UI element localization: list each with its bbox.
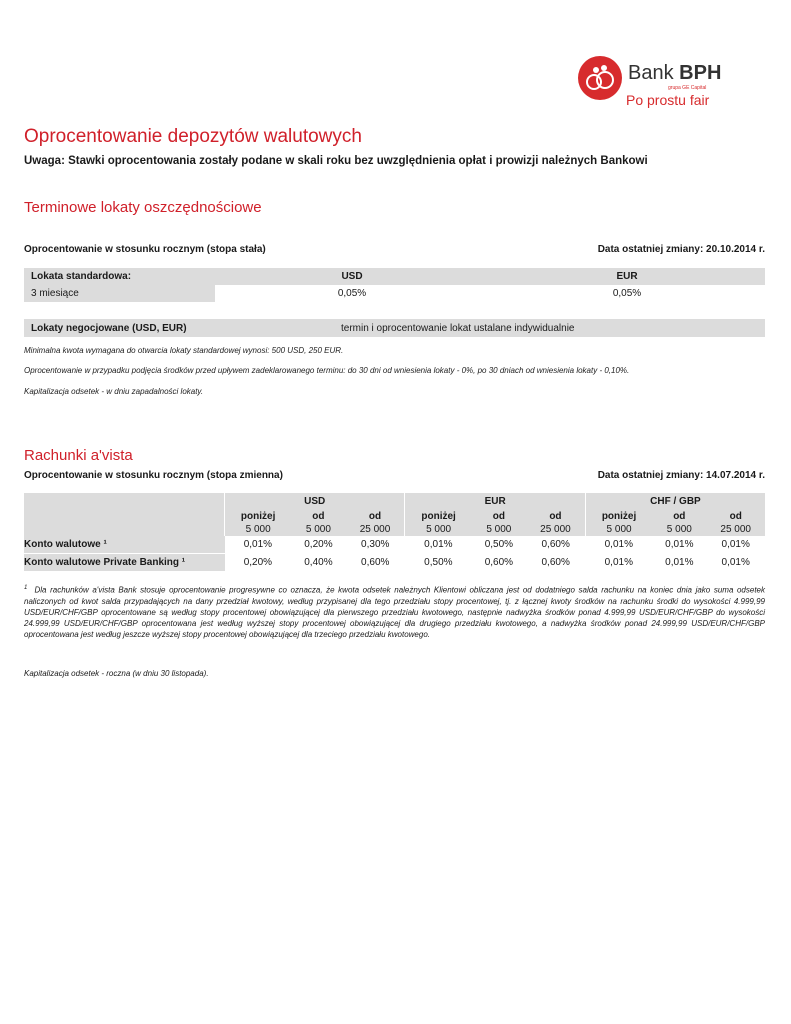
header-cell: Lokata standardowa:: [31, 271, 132, 282]
disclaimer-note: Uwaga: Stawki oprocentowania zostały podane w skali roku bez uwzględnienia opłat i prowizji należnych Bankowi: [24, 155, 648, 167]
threshold-header: poniżej 5 000: [405, 510, 472, 536]
rate-cell: 0,01%: [652, 554, 706, 572]
threshold-header: od 5 000: [305, 511, 331, 535]
rate-cell: 0,20%: [225, 554, 292, 572]
threshold-header: od 25 000: [720, 511, 751, 535]
rate-type-label: Oprocentowanie w stosunku rocznym (stopa zmienna): [24, 470, 283, 481]
rate-cell: 0,01%: [585, 554, 652, 572]
footnote: [24, 583, 765, 640]
last-change-date: Data ostatniej zmiany: 20.10.2014 r.: [597, 244, 765, 255]
table-row: [24, 554, 765, 572]
currency-header: EUR: [405, 493, 585, 510]
rate-cell: 0,01%: [585, 536, 652, 554]
rate-cell: 0,01%: [652, 536, 706, 554]
accounts-rate-info: [24, 470, 765, 481]
table-row: [24, 536, 765, 554]
note-capitalization: Kapitalizacja odsetek - w dniu zapadalności lokaty.: [24, 387, 204, 396]
rate-cell: 0,50%: [405, 554, 472, 572]
note-min-amount: Minimalna kwota wymagana do otwarcia lokaty standardowej wynosi: 500 USD, 250 EUR.: [24, 346, 344, 355]
capitalization-note: Kapitalizacja odsetek - roczna (w dniu 30 listopada).: [24, 669, 209, 678]
rate-cell: 0,01%: [405, 536, 472, 554]
threshold-header: od 25 000: [359, 511, 391, 535]
rate-type-label: Oprocentowanie w stosunku rocznym (stopa stała): [24, 244, 266, 255]
currency-header: USD: [225, 493, 405, 510]
rate-cell: 0,40%: [291, 554, 345, 572]
threshold-header: poniżej 5 000: [585, 510, 652, 536]
rate-cell: 0,05%: [215, 285, 489, 302]
threshold-header: od 5 000: [666, 511, 692, 535]
rate-cell: 0,01%: [225, 536, 292, 554]
header-cell: USD: [341, 271, 363, 282]
threshold-header: poniżej 5 000: [225, 510, 292, 536]
bank-logo: [578, 52, 768, 112]
avista-accounts-table: [24, 493, 765, 571]
rate-cell: 0,30%: [346, 536, 405, 554]
header-cell: EUR: [616, 271, 638, 282]
deposits-rate-info: [24, 244, 765, 255]
table-row: [24, 319, 765, 337]
note-early-withdrawal: Oprocentowanie w przypadku podjęcia środków przed upływem zadeklarowanego terminu: do 30 dni od wniesienia lokaty - 0%, po 30 dniach od wniesienia lokaty - 0,10%.: [24, 366, 630, 375]
rate-cell: 0,60%: [472, 554, 526, 572]
last-change-date: Data ostatniej zmiany: 14.07.2014 r.: [597, 470, 765, 481]
logo-slogan: Po prostu fair: [626, 92, 710, 108]
footnote-text: Dla rachunków a'vista Bank stosuje oprocentowanie progresywne co oznacza, że kwota odsetek należnych Klientowi obliczana jest od dodatniego salda rachunku na koniec dnia jako suma odsetek naliczonych od kwot salda przypadających na dany przedział kwotowy, według przypisanej dla tego przedziału stopy procentowej, tj. z łącznej kwoty środków na rachunku środki do wysokości 4.999,99 USD/EUR/CHF/GBP oprocentowane są według stopy procentowej obowiązującej dla pierwszego przedziału kwotowego, następnie nadwyżka środków ponad 4.999,99 USD/EUR/CHF/GBP do wysokości 24.999,99 USD/EUR/CHF/GBP oprocentowana jest według wyższej stopy procentowej obowiązującej dla drugiego przedziału kwotowego, a nadwyżka środków ponad 24.999,99 USD/EUR/CHF/GBP oprocentowana jest według jeszcze wyższej stopy procentowej obowiązującej dla trzeciego przedziału kwotowego.: [24, 585, 765, 639]
rate-cell: 0,60%: [346, 554, 405, 572]
account-name: Konto walutowe ¹: [24, 536, 225, 554]
rate-cell: 0,60%: [526, 554, 585, 572]
section-heading-accounts: Rachunki a'vista: [24, 447, 133, 464]
logo-subtitle: grupa GE Capital: [668, 85, 707, 91]
account-name: Konto walutowe Private Banking ¹: [24, 554, 225, 572]
table-row: [24, 285, 765, 302]
threshold-header: od 5 000: [486, 511, 512, 535]
rate-cell: 0,50%: [472, 536, 526, 554]
standard-deposit-table: [24, 268, 765, 302]
logo-emblem-icon: [578, 56, 622, 100]
rate-cell: 0,60%: [526, 536, 585, 554]
section-heading-deposits: Terminowe lokaty oszczędnościowe: [24, 199, 262, 216]
negotiated-label: Lokaty negocjowane (USD, EUR): [31, 322, 187, 334]
threshold-header: od 25 000: [540, 511, 571, 535]
logo-name: Bank BPH: [628, 62, 722, 84]
table-header-row: [24, 268, 765, 285]
empty-header-cell: [24, 493, 225, 536]
rate-cell: 0,01%: [706, 536, 765, 554]
currency-header: CHF / GBP: [585, 493, 765, 510]
negotiated-value: termin i oprocentowanie lokat ustalane indywidualnie: [341, 322, 575, 334]
rate-cell: 0,01%: [706, 554, 765, 572]
currency-header-row: [24, 493, 765, 510]
rate-cell: 0,20%: [291, 536, 345, 554]
negotiated-deposit-table: [24, 319, 765, 337]
footnote-mark: 1: [24, 585, 28, 591]
rate-cell: 0,05%: [489, 285, 765, 302]
page-title: Oprocentowanie depozytów walutowych: [24, 126, 362, 147]
term-cell: 3 miesiące: [24, 285, 215, 302]
